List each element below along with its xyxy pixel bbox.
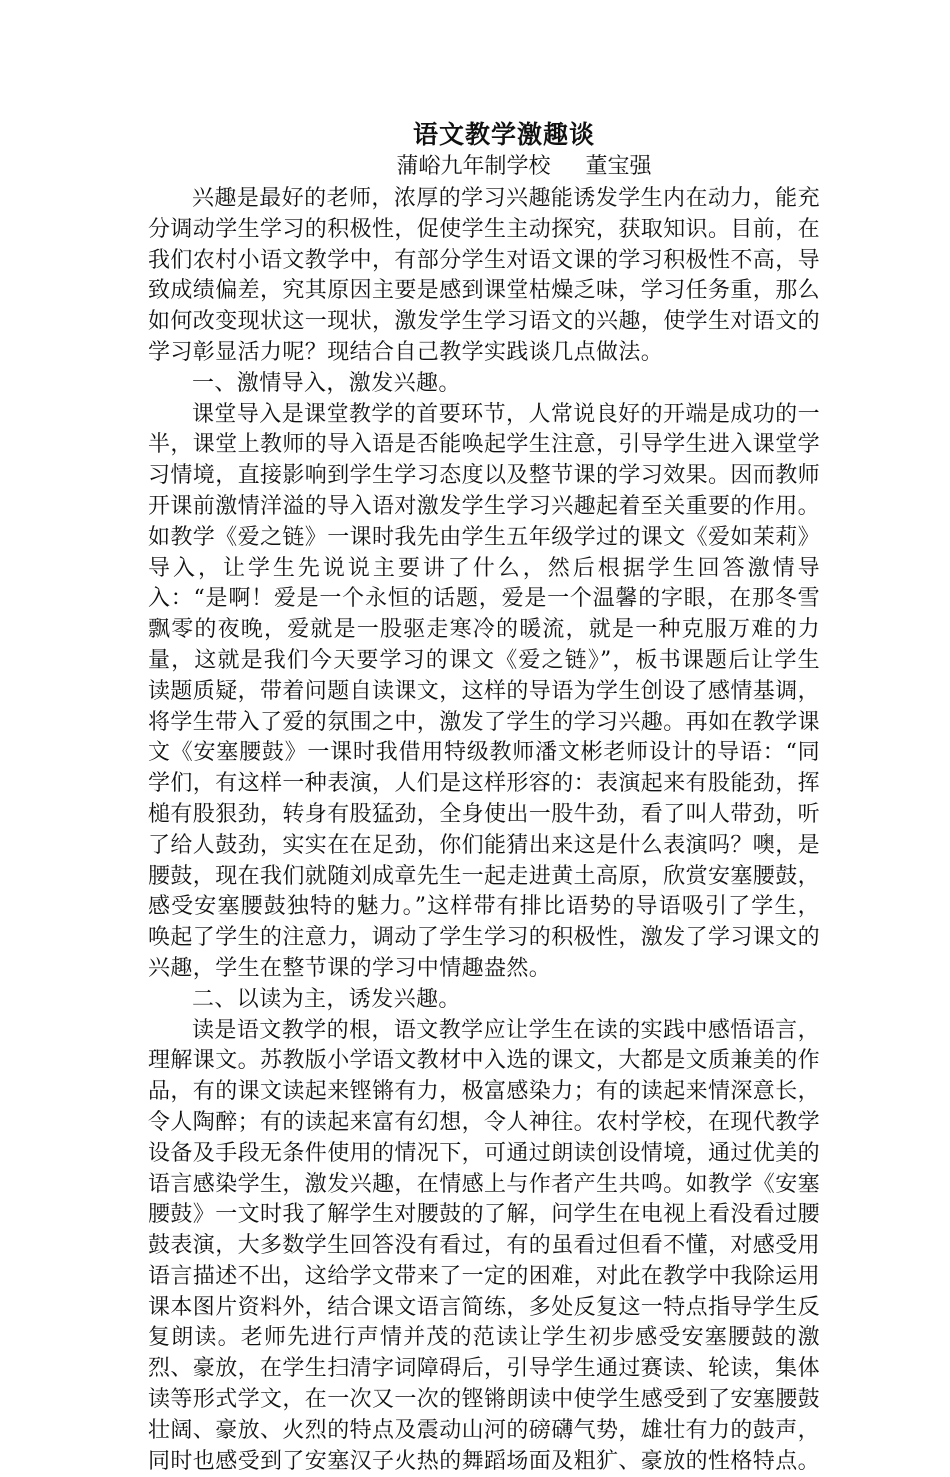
body-paragraph: 兴趣是最好的老师，浓厚的学习兴趣能诱发学生内在动力，能充分调动学生学习的积极性，促使学生主动探究，获取知识。目前，在我们农村小语文教学中，有部分学生对语文课的学习积极性不高，导致成绩偏差，究其原因主要是感到课堂枯燥乏味，学习任务重，那么如何改变现状这一现状，激发学生学习语文的兴趣，使学生对语文的学习彰显活力呢？现结合自己教学实践谈几点做法。 — [148, 186, 821, 365]
body-paragraph: 课堂导入是课堂教学的首要环节，人常说良好的开端是成功的一半，课堂上教师的导入语是否能唤起学生注意，引导学生进入课堂学习情境，直接影响到学生学习态度以及整节课的学习效果。因而教师开课前激情洋溢的导入语对激发学生学习兴趣起着至关重要的作用。如教学《爱之链》一课时我先由学生五年级学过的课文《爱如茉莉》导入，让学生先说说主要讲了什么，然后根据学生回答激情导入：“是啊！爱是一个永恒的话题，爱是一个温馨的字眼，在那冬雪飘零的夜晚，爱就是一股驱走寒冷的暖流，就是一种克服万难的力量，这就是我们今天要学习的课文《爱之链》”，板书课题后让学生读题质疑，带着问题自读课文，这样的导语为学生创设了感情基调，将学生带入了爱的氛围之中，激发了学生的学习兴趣。再如在教学课文《安塞腰鼓》一课时我借用特级教师潘文彬老师设计的导语：“同学们，有这样一种表演，人们是这样形容的：表演起来有股能劲，挥槌有股狠劲，转身有股猛劲，全身使出一股牛劲，看了叫人带劲，听了给人鼓劲，实实在在足劲，你们能猜出来这是什么表演吗？噢，是腰鼓，现在我们就随刘成章先生一起走进黄土高原，欣赏安塞腰鼓，感受安塞腰鼓独特的魅力。”这样带有排比语势的导语吸引了学生，唤起了学生的注意力，调动了学生学习的积极性，激发了学习课文的兴趣，学生在整节课的学习中情趣盎然。 — [148, 401, 821, 981]
body-paragraph: 读是语文教学的根，语文教学应让学生在读的实践中感悟语言，理解课文。苏教版小学语文教材中入选的课文，大都是文质兼美的作品，有的课文读起来铿锵有力，极富感染力；有的读起来情深意长，令人陶醉；有的读起来富有幻想，令人神往。农村学校，在现代教学设备及手段无条件使用的情况下，可通过朗读创设情境，通过优美的语言感染学生，激发兴趣，在情感上与作者产生共鸣。如教学《安塞腰鼓》一文时我了解学生对腰鼓的了解，问学生在电视上看没看过腰鼓表演，大多数学生回答没有看过，有的虽看过但看不懂，对感受用语言描述不出，这给学文带来了一定的困难，对此在教学中我除运用课本图片资料外，结合课文语言简练，多处反复这一特点指导学生反复朗读。老师先进行声情并茂的范读让学生初步感受安塞腰鼓的激烈、豪放，在学生扫清字词障碍后，引导学生通过赛读、轮读，集体读等形式学文，在一次又一次的铿锵朗读中使学生感受到了安塞腰鼓壮阔、豪放、火烈的特点及震动山河的磅礴气势，雄壮有力的鼓声，同时也感受到了安塞汉子火热的舞蹈场面及粗犷、豪放的性格特点。 — [148, 1017, 821, 1474]
document-body — [148, 184, 820, 1477]
author-byline: 蒲峪九年制学校 董宝强 — [396, 154, 652, 179]
document-page — [148, 118, 820, 1477]
section-heading: 二、以读为主，诱发兴趣。 — [192, 986, 461, 1012]
section-heading: 一、激情导入，激发兴趣。 — [192, 370, 461, 396]
document-title: 语文教学激趣谈 — [412, 120, 595, 149]
